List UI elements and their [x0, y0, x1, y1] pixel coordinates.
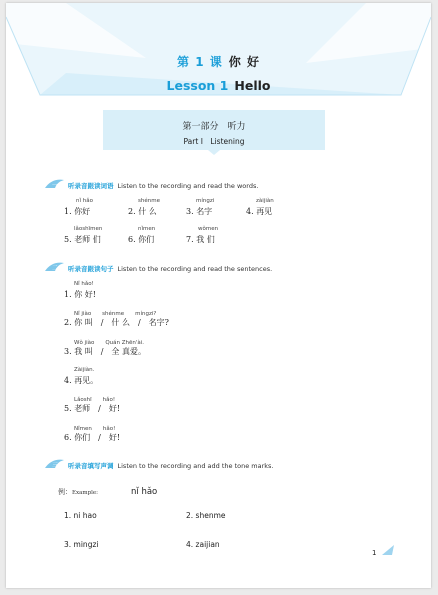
page-number: 1 [372, 549, 377, 557]
sentence-pinyin: Nǐ jiào shénme míngzi? [74, 311, 157, 317]
word-pinyin: wǒmen [198, 226, 219, 232]
section-two-heading [44, 264, 272, 273]
tone-item: 2. shenme [186, 511, 226, 520]
sentence-item: 6. 你们 / 好! [64, 433, 121, 442]
part-title-en: Part Ⅰ Listening [183, 137, 245, 146]
word-item: 4. 再见 [246, 207, 273, 216]
sentence-pinyin: Nǐ hǎo! [74, 281, 94, 287]
section-three-title-cn: 听录音填写声调 [68, 462, 114, 470]
sentence-item: 1. 你 好! [64, 290, 96, 299]
sentence-item: 4. 再见。 [64, 376, 99, 385]
section-three-title-en: Listen to the recording and add the tone marks. [117, 462, 274, 470]
section-two-title-cn: 听录音跟读句子 [68, 265, 114, 273]
example-label-cn: 例： [58, 488, 72, 496]
section-three-heading [44, 461, 274, 470]
sentence-item: 2. 你 叫 / 什 么 / 名字? [64, 318, 169, 327]
section-two-title-en: Listen to the recording and read the sentences. [117, 265, 273, 273]
section-one-title-cn: 听录音跟读词语 [68, 182, 114, 190]
tone-item: 3. mingzi [64, 540, 99, 549]
word-pinyin: míngzi [196, 198, 215, 204]
word-pinyin: shénme [138, 198, 160, 204]
sentence-item: 3. 我 叫 / 全 真爱。 [64, 347, 146, 356]
word-item: 7. 我 们 [186, 235, 215, 244]
word-pinyin: lǎoshīmen [74, 226, 103, 232]
page-corner-decoration [380, 543, 396, 557]
part-pointer [208, 150, 220, 155]
example-label [58, 487, 98, 497]
word-pinyin: nǐmen [138, 226, 156, 232]
svg-text:二: 二 [52, 265, 59, 272]
lesson-name-en: Hello [234, 78, 271, 93]
svg-text:三: 三 [52, 462, 59, 469]
lesson-title-cn [6, 53, 431, 70]
section-one-heading [44, 181, 258, 190]
workbook-page [6, 3, 431, 588]
svg-text:一: 一 [52, 182, 59, 189]
example-value: nǐ hǎo [131, 487, 158, 497]
example-label-en: Example: [72, 490, 98, 496]
sentence-pinyin: Wǒ jiào Quán Zhēn'ài. [74, 340, 145, 346]
lesson-number-cn: 第 1 课 [177, 55, 223, 69]
sentence-pinyin: Lǎoshī hǎo! [74, 397, 116, 403]
sentence-pinyin: Zàijiàn. [74, 367, 95, 373]
word-item: 2. 什 么 [128, 207, 157, 216]
sentence-pinyin: Nǐmen hǎo! [74, 426, 116, 432]
word-item: 6. 你们 [128, 235, 155, 244]
lesson-name-cn: 你 好 [228, 55, 260, 69]
part-heading-box [103, 110, 325, 150]
word-pinyin: nǐ hǎo [76, 198, 93, 204]
part-title-cn: 第一部分 听力 [182, 122, 246, 132]
lesson-title-en [6, 78, 431, 93]
word-item: 5. 老师 们 [64, 235, 101, 244]
word-item: 3. 名字 [186, 207, 213, 216]
tone-item: 1. ni hao [64, 511, 97, 520]
tone-item: 4. zaijian [186, 540, 220, 549]
word-item: 1. 你好 [64, 207, 91, 216]
lesson-number-en: Lesson 1 [166, 78, 229, 93]
word-pinyin: zàijiàn [256, 198, 274, 204]
sentence-item: 5. 老师 / 好! [64, 404, 121, 413]
section-one-title-en: Listen to the recording and read the words. [117, 182, 259, 190]
